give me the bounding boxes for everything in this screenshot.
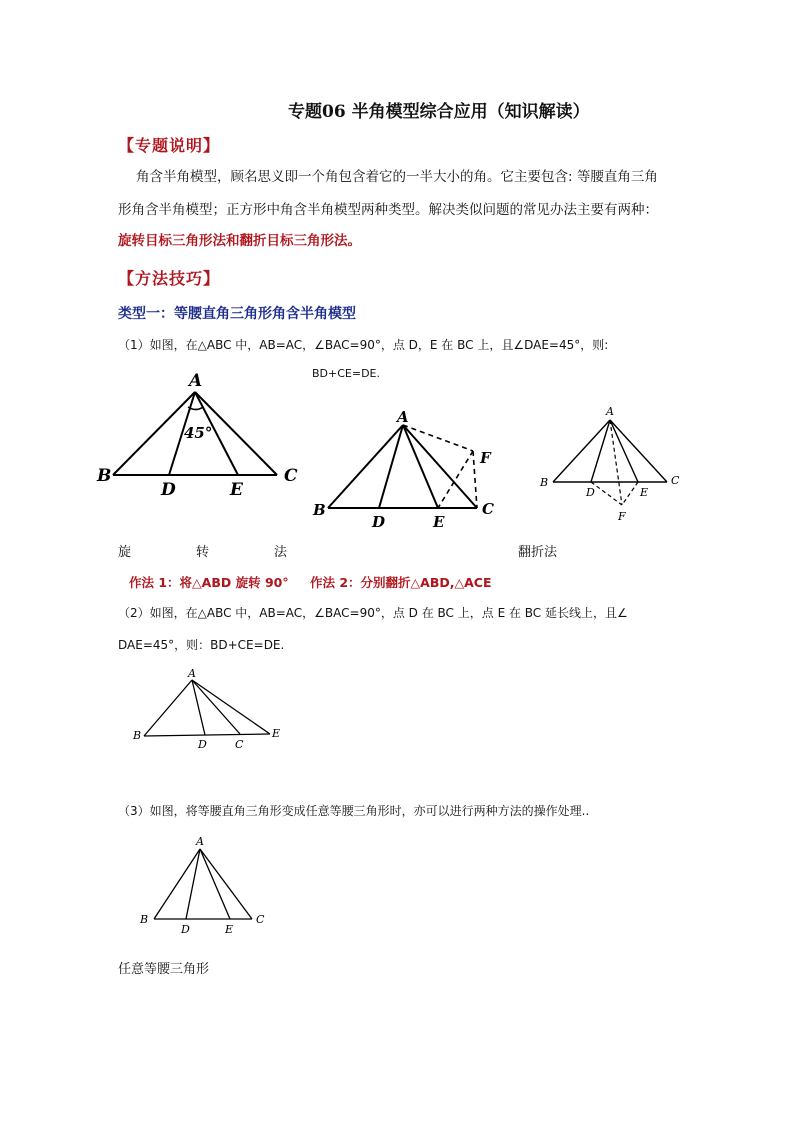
caption-rotation: 旋 转 法 bbox=[118, 545, 288, 560]
fig5-label-d: D bbox=[181, 923, 190, 936]
section-heading-methods: 【方法技巧】 bbox=[118, 269, 221, 288]
q3-text: （3）如图，将等腰直角三角形变成任意等腰三角形时，亦可以进行两种方法的操作处理.. bbox=[118, 804, 590, 818]
method-rotate-text: 旋转目标三角形法 bbox=[118, 233, 226, 249]
fig2-label-d: D bbox=[372, 513, 386, 531]
q3-caption: 任意等腰三角形 bbox=[118, 962, 210, 977]
fig4-label-c: C bbox=[235, 738, 244, 751]
method-fold-text: 翻折目标三角形法。 bbox=[239, 233, 361, 249]
method-1-text: 作法 1：将△ABD 旋转 90° bbox=[129, 575, 289, 590]
fig1-label-a: A bbox=[189, 371, 203, 391]
fig3-label-e: E bbox=[640, 486, 649, 499]
fig5-label-c: C bbox=[256, 913, 265, 926]
figure-3-folding bbox=[535, 400, 685, 525]
fig2-label-c: C bbox=[482, 500, 494, 518]
fig4-label-d: D bbox=[198, 738, 207, 751]
intro-line-3 bbox=[118, 226, 361, 256]
fig2-label-f: F bbox=[480, 449, 491, 467]
method-2-text: 作法 2：分别翻折△ABD,△ACE bbox=[310, 575, 492, 590]
figure-1-basic bbox=[95, 368, 305, 500]
fig3-label-a: A bbox=[606, 405, 614, 418]
fig5-label-b: B bbox=[140, 913, 149, 926]
fig1-label-e: E bbox=[230, 480, 243, 500]
fig5-label-e: E bbox=[225, 923, 234, 936]
conjunction-text: 和 bbox=[226, 233, 240, 249]
fig3-label-b: B bbox=[540, 476, 549, 489]
figure-2-rotation bbox=[310, 405, 510, 530]
q1-text: （1）如图，在△ABC 中，AB=AC，∠BAC=90°，点 D，E 在 BC 上，且∠DAE=45°，则: bbox=[118, 338, 609, 352]
figure-5-isosceles bbox=[130, 832, 280, 942]
q2-line-1: （2）如图，在△ABC 中，AB=AC，∠BAC=90°，点 D 在 BC 上，点 E 在 BC 延长线上，且∠ bbox=[118, 606, 628, 620]
fig4-label-e: E bbox=[272, 727, 281, 740]
caption-folding: 翻折法 bbox=[518, 545, 558, 560]
type1-heading: 类型一：等腰直角三角形角含半角模型 bbox=[118, 306, 356, 322]
section-heading-description: 【专题说明】 bbox=[118, 136, 221, 155]
q1-result: BD+CE=DE. bbox=[312, 367, 380, 380]
fig1-label-b: B bbox=[97, 466, 112, 486]
fig5-label-a: A bbox=[196, 835, 204, 848]
fig1-label-d: D bbox=[161, 480, 176, 500]
q2-line-2: DAE=45°，则：BD+CE=DE. bbox=[118, 638, 285, 652]
fig1-label-c: C bbox=[284, 466, 298, 486]
page-title: 专题06 半角模型综合应用（知识解读） bbox=[288, 102, 590, 122]
fig3-label-f: F bbox=[618, 510, 626, 523]
intro-line-1: 角含半角模型，顾名思义即一个角包含着它的一半大小的角。它主要包含: 等腰直角三角 bbox=[136, 169, 658, 185]
fig4-label-b: B bbox=[133, 729, 142, 742]
fig2-label-e: E bbox=[433, 513, 445, 531]
fig2-label-a: A bbox=[397, 408, 409, 426]
fig3-label-d: D bbox=[586, 486, 595, 499]
fig4-label-a: A bbox=[188, 667, 196, 680]
fig1-angle-label: 45° bbox=[184, 424, 213, 442]
intro-line-2: 形角含半角模型；正方形中角含半角模型两种类型。解决类似问题的常见办法主要有两种： bbox=[118, 202, 658, 218]
fig3-label-c: C bbox=[671, 474, 680, 487]
figure-4-extension bbox=[130, 665, 290, 755]
fig2-label-b: B bbox=[313, 501, 326, 519]
